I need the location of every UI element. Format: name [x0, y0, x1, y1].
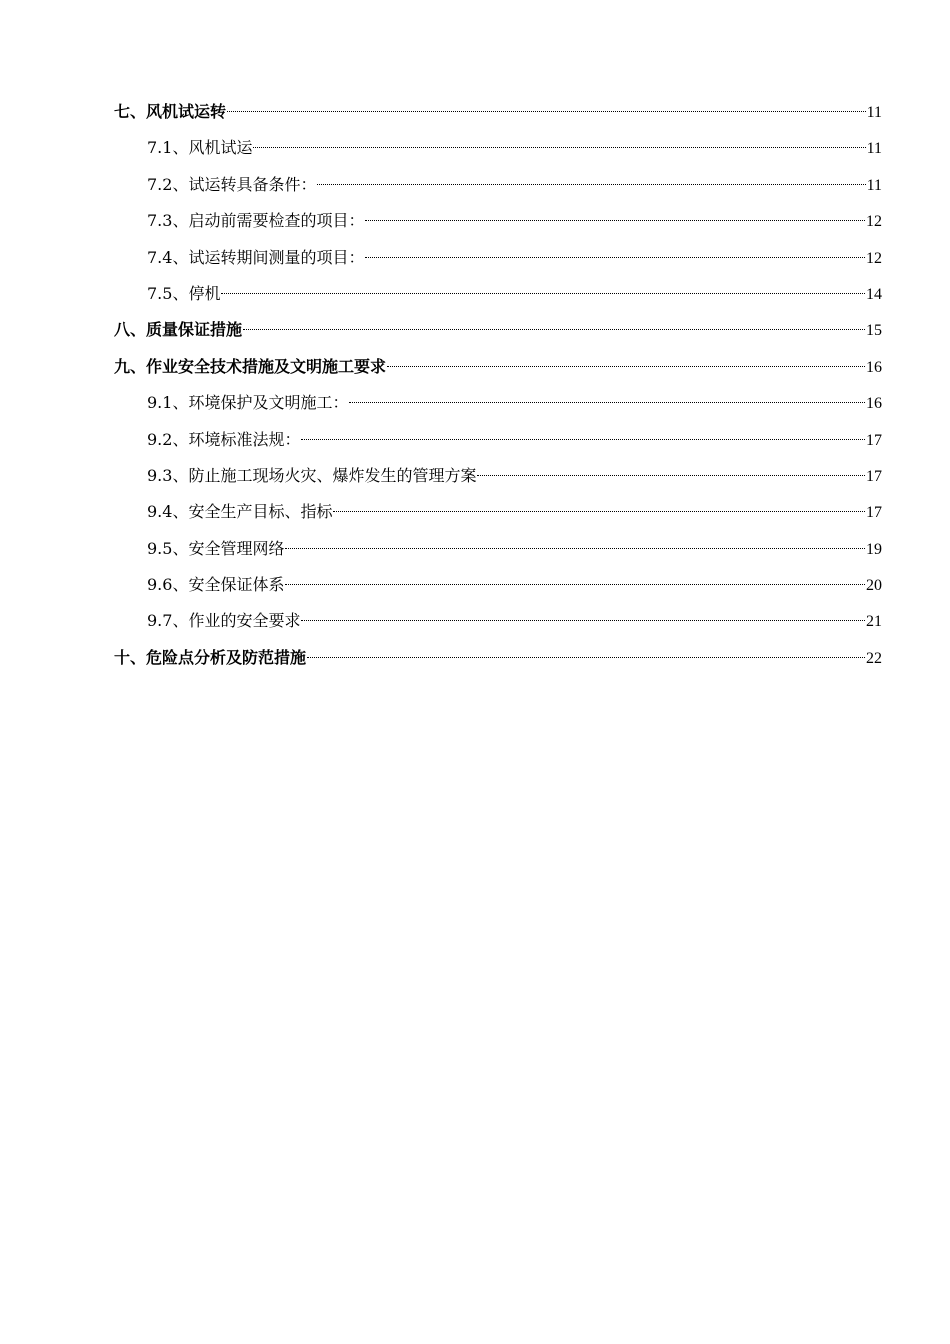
table-of-contents — [114, 94, 882, 676]
dot-leader — [477, 475, 865, 476]
toc-entry-title: 9.6、安全保证体系 — [147, 575, 285, 595]
toc-entry-page: 11 — [866, 104, 882, 121]
toc-entry-page: 17 — [866, 467, 882, 485]
toc-entry-page: 11 — [866, 176, 882, 194]
toc-entry[interactable] — [114, 567, 882, 603]
toc-entry-page: 22 — [866, 649, 882, 667]
toc-entry-title: 9.7、作业的安全要求 — [147, 611, 301, 631]
dot-leader — [365, 220, 865, 221]
dot-leader — [301, 620, 865, 621]
dot-leader — [317, 184, 865, 185]
dot-leader — [387, 366, 865, 367]
toc-entry[interactable] — [114, 240, 882, 276]
toc-entry[interactable] — [114, 130, 882, 166]
toc-entry-page: 15 — [866, 322, 882, 340]
dot-leader — [301, 439, 865, 440]
toc-entry-page: 17 — [866, 504, 882, 522]
toc-entry[interactable] — [114, 494, 882, 530]
toc-entry[interactable] — [114, 349, 882, 385]
toc-entry-title: 7.1、风机试运 — [147, 138, 253, 158]
toc-entry-title: 7.3、启动前需要检查的项目： — [147, 211, 365, 231]
toc-entry-title: 9.2、环境标准法规： — [147, 429, 301, 449]
toc-entry-title: 7.4、试运转期间测量的项目： — [147, 247, 365, 267]
toc-entry-title: 九、作业安全技术措施及文明施工要求 — [114, 356, 387, 376]
dot-leader — [243, 329, 865, 330]
dot-leader — [285, 548, 865, 549]
toc-entry-page: 21 — [866, 613, 882, 631]
toc-entry-title: 9.3、防止施工现场火灾、爆炸发生的管理方案 — [147, 465, 477, 485]
toc-entry[interactable] — [114, 531, 882, 567]
dot-leader — [221, 293, 865, 294]
toc-entry[interactable] — [114, 603, 882, 639]
toc-entry-title: 7.2、试运转具备条件： — [147, 174, 317, 194]
toc-entry-page: 20 — [866, 577, 882, 595]
toc-entry-title: 八、质量保证措施 — [114, 320, 243, 340]
toc-entry-page: 14 — [866, 285, 882, 303]
toc-entry[interactable] — [114, 385, 882, 421]
toc-entry[interactable] — [114, 640, 882, 676]
toc-entry-page: 16 — [866, 358, 882, 376]
toc-entry[interactable] — [114, 422, 882, 458]
dot-leader — [227, 111, 866, 112]
toc-entry[interactable] — [114, 167, 882, 203]
toc-entry-page: 19 — [866, 540, 882, 558]
toc-entry-title: 7.5、停机 — [147, 283, 221, 303]
dot-leader — [365, 257, 865, 258]
toc-entry[interactable] — [114, 458, 882, 494]
toc-entry-page: 12 — [866, 249, 882, 267]
toc-entry[interactable] — [114, 312, 882, 348]
toc-entry-title: 9.1、环境保护及文明施工： — [147, 393, 349, 413]
toc-entry-page: 12 — [866, 213, 882, 231]
toc-entry-title: 9.5、安全管理网络 — [147, 538, 285, 558]
dot-leader — [285, 584, 865, 585]
dot-leader — [333, 511, 865, 512]
toc-entry-title: 七、风机试运转 — [114, 102, 227, 121]
dot-leader — [349, 402, 865, 403]
toc-entry-page: 11 — [866, 140, 882, 158]
dot-leader — [253, 147, 865, 148]
toc-entry[interactable] — [114, 94, 882, 130]
toc-entry-page: 17 — [866, 431, 882, 449]
toc-entry[interactable] — [114, 276, 882, 312]
dot-leader — [307, 657, 865, 658]
toc-entry-title: 十、危险点分析及防范措施 — [114, 647, 307, 667]
toc-entry-page: 16 — [866, 395, 882, 413]
toc-entry-title: 9.4、安全生产目标、指标 — [147, 502, 333, 522]
toc-entry[interactable] — [114, 203, 882, 239]
